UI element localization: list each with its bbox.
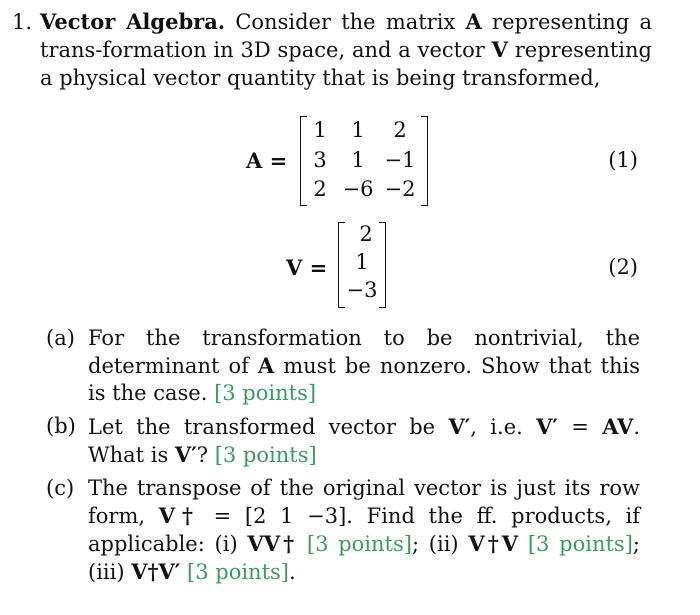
matrix-cell: −6 — [342, 177, 374, 201]
part-label: (b) — [46, 414, 76, 438]
matrix-cell: 3 — [313, 148, 327, 172]
matrix-right-bracket — [421, 116, 428, 206]
vector-cell: 1 — [355, 250, 369, 274]
points-label: [3 points] — [187, 560, 289, 584]
intro-text-1: Consider the matrix — [225, 10, 466, 34]
matrix-symbol-A: A — [465, 9, 482, 34]
matrix-cell: 1 — [351, 148, 365, 172]
intro-text-2: representing a trans-formation in 3D space, and a vector — [40, 10, 653, 62]
part-label: (c) — [46, 476, 75, 500]
math-bold: V†V′ — [131, 559, 181, 584]
matrix-cell: 1 — [351, 118, 365, 142]
points-label: [3 points] — [214, 381, 317, 405]
matrix-cell: 1 — [313, 118, 327, 142]
text: ; (iii) — [88, 532, 640, 584]
matrix-A — [300, 116, 428, 206]
math-bold: V′ — [174, 442, 197, 467]
math-bold: V†V — [468, 531, 519, 556]
text: . What is — [88, 415, 640, 467]
matrix-cell: −1 — [384, 148, 416, 172]
sub-parts — [46, 325, 640, 592]
intro-text-3: representing a physical vector quantity that is being transformed, — [40, 38, 652, 90]
problem-title: Vector Algebra. — [40, 9, 226, 34]
equation-1-lhs: A = — [246, 148, 288, 173]
equation-2-label: (2) — [608, 255, 638, 279]
problem-intro-text — [40, 8, 652, 92]
math-bold: VV† — [247, 531, 298, 556]
math-bold: V′ — [536, 414, 558, 439]
matrix-cell: 2 — [393, 118, 407, 142]
math-bold: V′ — [448, 414, 471, 439]
equation-2-lhs: V = — [286, 255, 328, 280]
equation-1-label: (1) — [608, 148, 638, 172]
vector-V — [338, 222, 386, 308]
text: For the transformation to be nontrivial, the determinant of — [88, 326, 640, 378]
problem-intro — [12, 8, 652, 92]
vector-cell: −3 — [346, 278, 378, 302]
part-c — [46, 475, 640, 586]
points-label: [3 points] — [306, 532, 412, 556]
part-text — [88, 413, 640, 469]
text: = — [557, 415, 603, 439]
math-bold: V† — [158, 503, 200, 528]
text: . — [288, 560, 296, 584]
part-text — [88, 325, 640, 407]
points-label: [3 points] — [527, 532, 633, 556]
text: , i.e. — [470, 415, 537, 439]
problem-number: 1. — [12, 10, 33, 34]
part-text — [88, 475, 640, 586]
text: Let the transformed vector be — [88, 415, 449, 439]
math-bold: AV — [602, 414, 634, 439]
matrix-cell: 2 — [313, 177, 327, 201]
text: must be nonzero. Show that this is the case. — [88, 354, 640, 405]
matrix-cell: −2 — [384, 177, 416, 201]
text: ; (ii) — [411, 532, 469, 556]
text: = [2 1 −3]. Find the ff. products, if applicable: (i) — [88, 504, 641, 556]
vector-symbol-V: V — [491, 37, 508, 62]
vector-cell: 2 — [359, 222, 373, 246]
text: The transpose of the original vector is just its row form, — [88, 476, 640, 528]
part-a — [46, 325, 640, 407]
text: ? — [196, 443, 215, 467]
part-label: (a) — [46, 326, 75, 350]
points-label: [3 points] — [214, 443, 317, 467]
part-b — [46, 413, 640, 469]
math-bold: A — [257, 353, 275, 378]
